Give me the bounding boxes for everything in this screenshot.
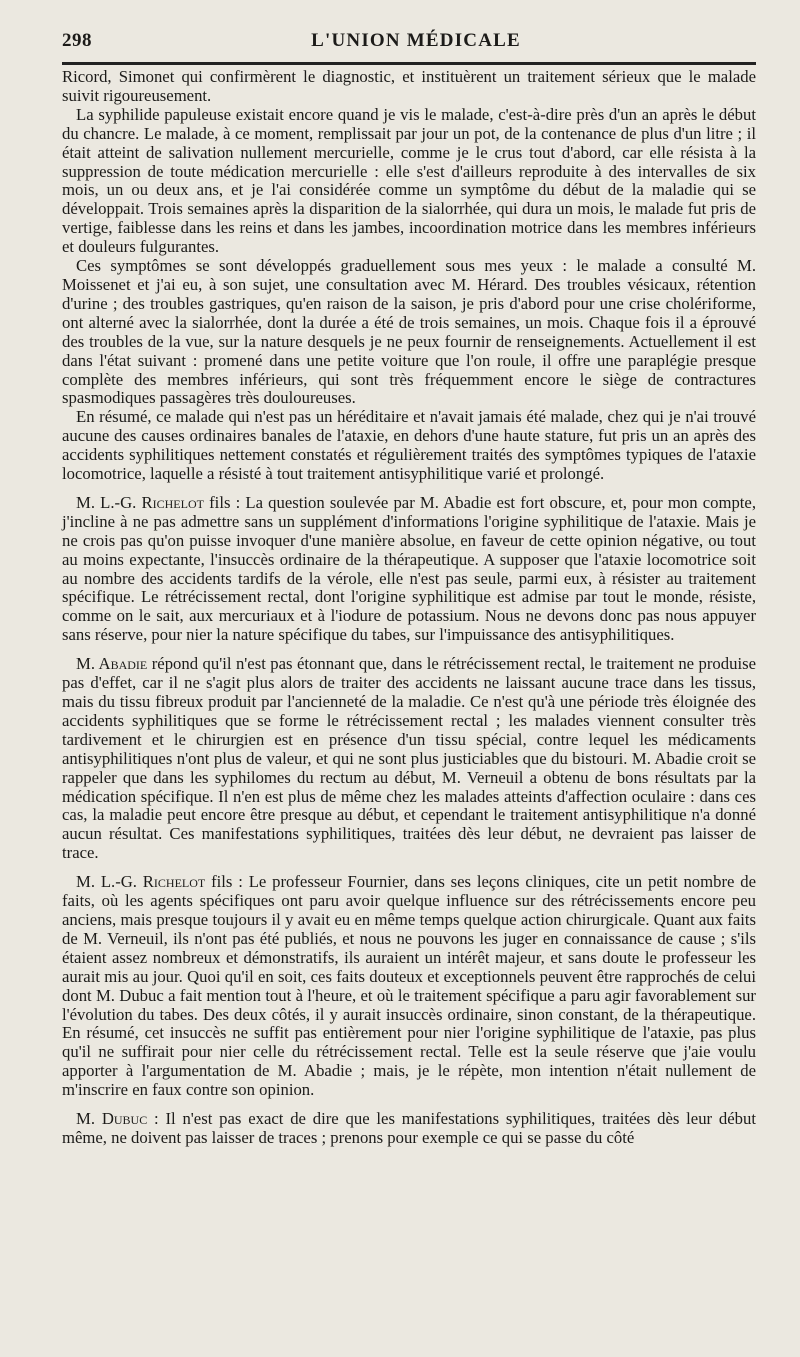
paragraph-text: fils : Le professeur Fournier, dans ses leçons cliniques, cite un petit nombre de faits, où les agents spécifiques ont paru avoir quelque influence sur des rétrécissements encore peu anciens, mais presque toujours il y avait eu en même temps quelque action chirurgicale. Quant aux faits de M. Verneuil, ils n'ont pas été publiés, et nous ne pouvons les juger en connaissance de cause ; s'ils étaient assez nombreux et démonstratifs, ils auraient un intérêt majeur, et sans doute le professeur les aurait mis au jour. Quoi qu'il en soit, ces faits douteux et exceptionnels peuvent être rapprochés de celui dont M. Dubuc a fait mention tout à l'heure, et où le traitement spécifique a paru agir favorablement sur l'évolution du tabes. Des deux côtés, il y aurait insuccès ordinaire, sinon constant, de la thérapeutique. En résumé, cet insuccès ne suffit pas entièrement pour nier l'origine syphilitique de l'ataxie, pas plus qu'il ne suffirait pour nier celle du rétrécissement rectal. Telle est la seule réserve que j'aie voulu apporter à l'argumentation de M. Abadie ; mais, je le répète, mon intention n'était nullement de m'inscrire en faux contre son opinion.	[62, 872, 757, 1100]
speaker-name: M. L.-G. Richelot	[76, 492, 204, 512]
page-header	[62, 22, 770, 56]
page-number: 298	[62, 30, 92, 51]
paragraph-text: répond qu'il n'est pas étonnant que, dans le rétrécissement rectal, le traitement ne produise pas d'effet, car il ne s'agit plus alors de traiter des accidents ne laissant aucune trace dans les tissus, mais du tissu fibreux produit par l'ancienneté de la maladie. Ce n'est qu'à une période très éloignée des accidents syphilitiques que se forme le rétrécissement rectal ; les malades viennent consulter très tardivement et le chirurgien est en présence d'un tissu spécial, contre lequel les médicaments antisyphilitiques n'ont plus de valeur, et qui ne sont plus justiciables que du bistouri. M. Abadie croit se rappeler que dans les syphilomes du rectum au début, M. Verneuil a obtenu de bons résultats par la médication spécifique. Il n'en est plus de même chez les malades atteints d'affection oculaire : dans ces cas, la maladie peut encore être presque au début, et cependant le traitement antisyphilitique n'a donné aucun résultat. Ces manifestations syphilitiques, traitées dès leur début, ne devraient pas laisser de trace.	[62, 654, 756, 863]
paragraph-text: : Il n'est pas exact de dire que les manifestations syphilitiques, traitées dès leur début même, ne doivent pas laisser de traces ; prenons pour exemple ce qui se passe du côté	[62, 1109, 756, 1147]
paragraph-text: En résumé, ce malade qui n'est pas un héréditaire et n'avait jamais été malade, chez qui je n'ai trouvé aucune des causes ordinaires banales de l'ataxie, en dehors d'une haute stature, fut pris un an après des accidents syphilitiques nettement constatés et régulièrement traités des symptômes typiques de l'ataxie locomotrice, laquelle a résisté à tout traitement antisyphilitique varié et prolongé.	[62, 407, 756, 484]
speaker-paragraph	[62, 494, 756, 645]
paragraph	[62, 408, 756, 484]
paragraph	[62, 257, 756, 408]
running-title: L'UNION MÉDICALE	[311, 30, 521, 51]
paragraph-text: La syphilide papuleuse existait encore quand je vis le malade, c'est-à-dire près d'un an après le début du chancre. Le malade, à ce moment, remplissait par jour un pot, de la contenance de plus d'un litre ; il était atteint de salivation nullement mercurielle, comme je le crus tout d'abord, car elle résista à la suppression de toute médication mercurielle : elle s'est d'ailleurs reproduite à des intervalles de six mois, un ou deux ans, et je l'ai considérée comme un symptôme du début de la maladie qui se développait. Trois semaines après la disparition de la sialorrhée, qui dura un mois, le malade fut pris de vertige, faiblesse dans les reins et dans les jambes, incoordination motrice dans les membres inférieurs et douleurs fulgurantes.	[62, 104, 756, 257]
paragraph	[62, 68, 756, 106]
article-body	[62, 68, 756, 1148]
speaker-name: M. L.-G. Richelot	[76, 872, 206, 892]
speaker-paragraph	[62, 1110, 756, 1148]
speaker-name: M. Dubuc	[76, 1109, 148, 1129]
paragraph-text: fils : La question soulevée par M. Abadie est fort obscure, et, pour mon compte, j'incline à ne pas admettre sans un supplément d'informations l'origine syphilitique de l'ataxie. Mais je ne crois pas qu'on puisse invoquer d'une manière absolue, en faveur de cette opinion négative, ou tout au moins expectante, l'insuccès ordinaire de la thérapeutique. A supposer que l'ataxie locomotrice soit au nombre des accidents tardifs de la vérole, elle n'est pas seule, parmi eux, à résister au traitement spécifique. Le rétrécissement rectal, dont l'origine syphilitique est admise par tout le monde, résiste, comme on le sait, aux mercuriaux et à l'iodure de potassium. Nous ne devons donc pas nous appuyer sans réserve, pour nier la nature spécifique du tabes, sur l'impuissance des antisyphilitiques.	[62, 492, 756, 645]
paragraph	[62, 106, 756, 257]
speaker-paragraph	[62, 655, 756, 863]
paragraph-text: Ces symptômes se sont développés graduellement sous mes yeux : le malade a consulté M. Moissenet et j'ai eu, à son sujet, une consultation avec M. Hérard. Des troubles vésicaux, rétention d'urine ; des troubles gastriques, qu'en raison de la saison, je pris d'abord pour une crise cholériforme, ont alterné avec la sialorrhée, dont la durée a été de trois semaines, un mois. Chaque fois il a éprouvé des troubles de la vue, sur la nature desquels je ne peux fournir de renseignements. Actuellement il est dans l'état suivant : promené dans une petite voiture que l'on roule, il offre une paraplégie presque complète des membres inférieurs, qui sont très fréquemment encore le siège de contractures spasmodiques passagères très douloureuses.	[62, 256, 756, 408]
speaker-name: M. Abadie	[76, 654, 148, 674]
paragraph-text: Ricord, Simonet qui confirmèrent le diagnostic, et instituèrent un traitement sérieux que le malade suivit rigoureusement.	[62, 67, 756, 105]
header-rule	[62, 62, 756, 65]
speaker-paragraph	[62, 873, 756, 1100]
